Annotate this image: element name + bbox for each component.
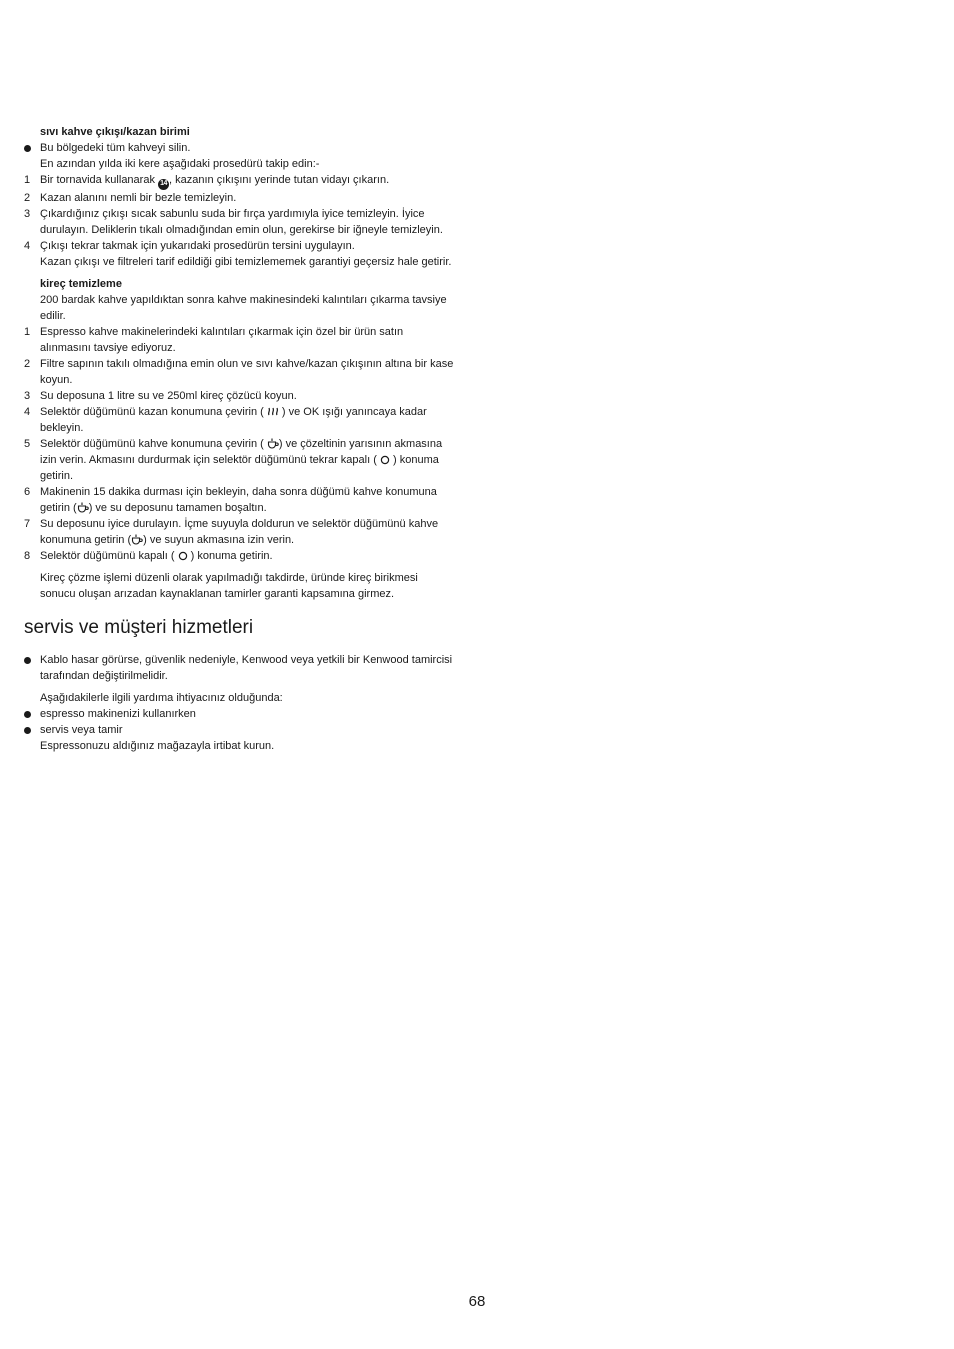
coffee-cup-icon [267,438,279,449]
bullet-item: Kablo hasar görürse, güvenlik nedeniyle, Kenwood veya yetkili bir Kenwood tamircisi tarafından değiştirilmelidir. [24,652,456,684]
item-number: 4 [24,239,31,252]
list-item: 5 Selektör düğümünü kahve konumuna çevirin ( ) ve çözeltinin yarısının akmasına izin verin. Akmasını durdurmak için selektör düğümünü tekrar kapalı ( ) konuma getirin. [24,437,443,482]
bullet-item: Bu bölgedeki tüm kahveyi silin. [24,140,456,156]
list-item: 4 Çıkışı tekrar takmak için yukarıdaki prosedürün tersini uygulayın. [24,239,355,252]
bullet-marker [24,140,38,157]
list-item: 2 Filtre sapının takılı olmadığına emin olun ve sıvı kahve/kazan çıkışının altına bir kase koyun. [24,357,454,386]
content-column [24,124,456,754]
list-item: 4 Selektör düğümünü kazan konumuna çevirin ( ) ve OK ışığı yanıncaya kadar bekleyin. [24,405,427,434]
item-number: 6 [24,485,31,498]
paragraph: En azından yılda iki kere aşağıdaki prosedürü takip edin:- [40,158,320,170]
coffee-cup-icon [131,534,143,545]
bullet-marker [24,706,38,723]
item-number: 4 [24,405,31,418]
bullet-item: espresso makinenizi kullanırken [24,706,456,722]
list-item: 1 Bir tornavida kullanarak 14 , kazanın çıkışını yerinde tutan vidayı çıkarın. [24,172,456,190]
item-number: 1 [24,325,31,338]
section-title-descaling: kireç temizleme [40,277,122,290]
list-item: 3 Çıkardığınız çıkışı sıcak sabunlu suda bir fırça yardımıyla iyice temizleyin. İyice durulayın. Deliklerin tıkalı olmadığından emin olun, gerekirse bir iğneyle temizleyin. [24,207,443,236]
list-item: 8 Selektör düğümünü kapalı ( ) konuma getirin. [24,549,273,562]
off-circle-icon [178,551,188,561]
bullet-marker [24,722,38,739]
steam-icon [267,406,279,417]
list-item: 6 Makinenin 15 dakika durması için bekleyin, daha sonra düğümü kahve konumuna getirin ( ) ve su deposunu tamamen boşaltın. [24,485,437,514]
item-number: 7 [24,517,31,530]
item-number: 2 [24,357,31,370]
coffee-cup-icon [77,502,89,513]
callout-number-icon: 14 [158,179,169,190]
section-title-outlet: sıvı kahve çıkışı/kazan birimi [40,126,190,138]
list-item: 2 Kazan alanını nemli bir bezle temizleyin. [24,191,237,204]
item-number: 2 [24,191,31,204]
paragraph: Espressonuzu aldığınız mağazayla irtibat kurun. [40,739,275,752]
list-item: 7 Su deposunu iyice durulayın. İçme suyuyla doldurun ve selektör düğümünü kahve konumuna getirin ( ) ve suyun akmasına izin verin. [24,517,439,546]
item-number: 8 [24,549,31,562]
bullet-marker [24,652,38,669]
item-number: 5 [24,437,31,450]
list-item: 1 Espresso kahve makinelerindeki kalıntıları çıkarmak için özel bir ürün satın alınmasını tavsiye ediyoruz. [24,325,404,354]
list-item: 3 Su deposuna 1 litre su ve 250ml kireç çözücü koyun. [24,389,297,402]
page-number: 68 [468,1293,486,1310]
bullet-item: servis veya tamir [24,722,456,738]
item-number: 3 [24,207,31,220]
section-heading-service: servis ve müşteri hizmetleri [24,616,254,638]
item-number: 3 [24,389,31,402]
paragraph: 200 bardak kahve yapıldıktan sonra kahve makinesindeki kalıntıları çıkarma tavsiye edilir. [40,293,447,322]
paragraph: Kazan çıkışı ve filtreleri tarif edildiği gibi temizlememek garantiyi geçersiz hale getirir. [40,255,452,268]
paragraph: Aşağıdakilerle ilgili yardıma ihtiyacınız olduğunda: [40,691,283,704]
off-circle-icon [380,455,390,465]
item-number: 1 [24,174,31,186]
warranty-note: Kireç çözme işlemi düzenli olarak yapılmadığı takdirde, üründe kireç birikmesi sonucu oluşan arızadan kaynaklanan tamirler garanti kapsamına girmez. [40,571,418,600]
